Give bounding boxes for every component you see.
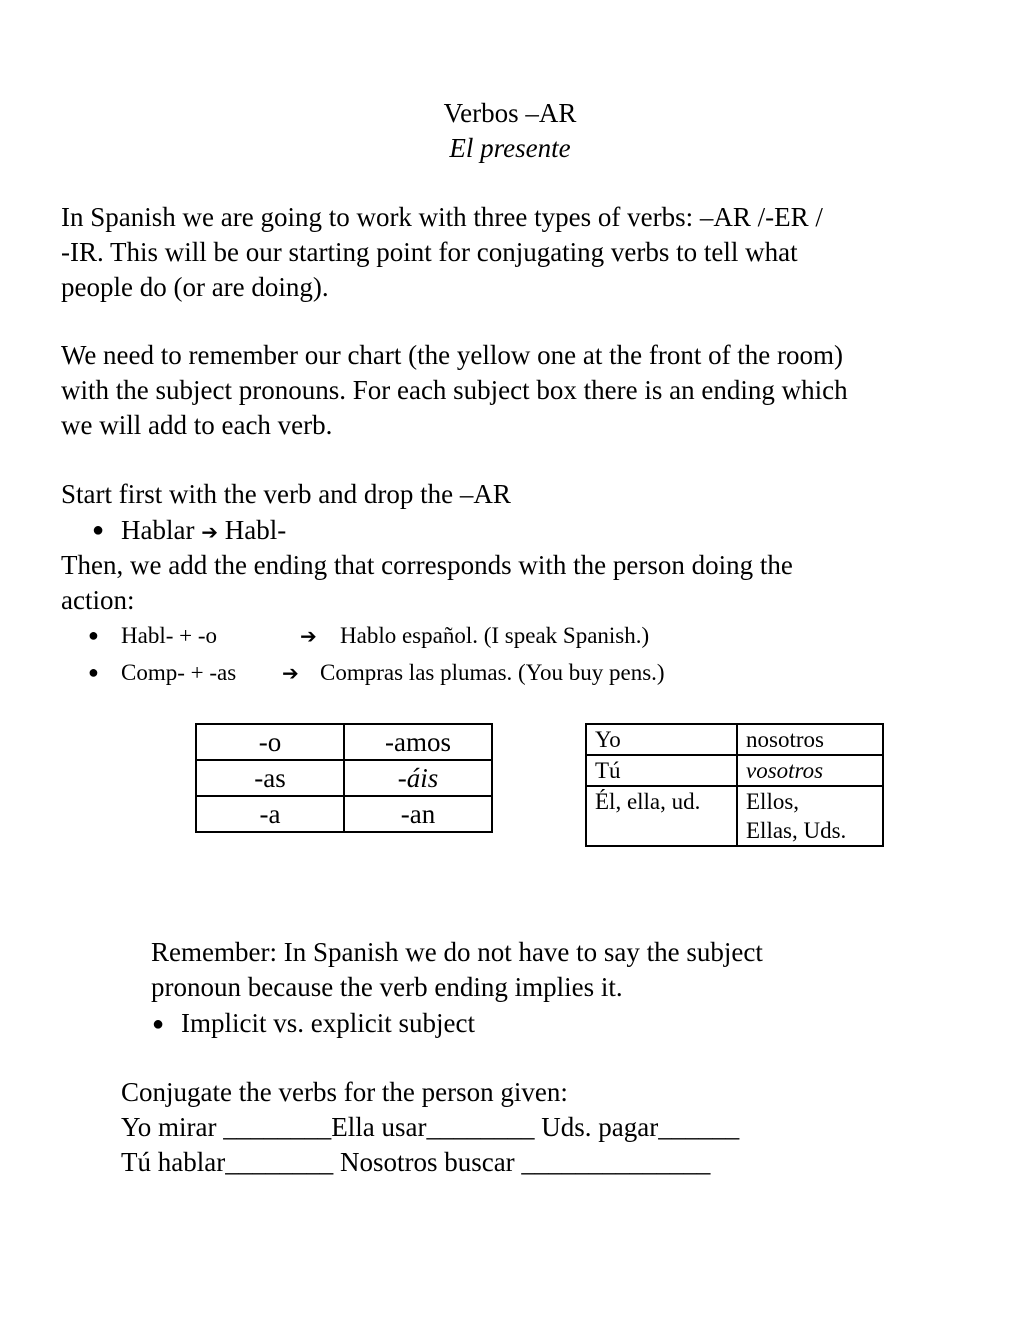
table-row	[586, 755, 883, 786]
bullet-dot-icon: ●	[152, 1013, 165, 1035]
drop-to: Habl-	[224, 515, 287, 545]
example-2-formula: Comp- + -as	[121, 660, 237, 685]
ending-yo: -o	[196, 724, 344, 760]
right-arrow-icon: ➔	[201, 520, 218, 544]
example-1-result: Hablo español. (I speak Spanish.)	[340, 623, 650, 648]
pronoun-ellos-line-1: Ellos,	[746, 789, 800, 814]
drop-from: Hablar	[121, 515, 195, 545]
right-arrow-icon: ➔	[300, 624, 317, 648]
pronoun-el: Él, ella, ud.	[586, 786, 737, 846]
pronoun-tu: Tú	[586, 755, 737, 786]
ending-nosotros: -amos	[344, 724, 492, 760]
bullet-dot-icon: ●	[88, 662, 99, 682]
chart-line-2: with the subject pronouns. For each subject box there is an ending which	[61, 375, 848, 405]
pronoun-yo: Yo	[586, 724, 737, 755]
remember-line-2: pronoun because the verb ending implies it.	[151, 972, 623, 1002]
table-row	[196, 760, 492, 796]
page-title: Verbos –AR	[443, 98, 577, 128]
table-row	[196, 724, 492, 760]
table-row	[196, 796, 492, 832]
then-line-1: Then, we add the ending that corresponds with the person doing the	[61, 550, 793, 580]
exercise-prompt: Conjugate the verbs for the person given:	[121, 1077, 568, 1107]
example-2-result: Compras las plumas. (You buy pens.)	[320, 660, 665, 685]
ending-tu: -as	[196, 760, 344, 796]
table-row	[586, 786, 883, 846]
bullet-dot-icon: ●	[88, 625, 99, 645]
intro-line-3: people do (or are doing).	[61, 272, 329, 302]
pronoun-ellos-line-2: Ellas, Uds.	[746, 818, 847, 843]
then-line-2: action:	[61, 585, 135, 615]
ending-vosotros: -áis	[344, 760, 492, 796]
table-row	[586, 724, 883, 755]
remember-line-1: Remember: In Spanish we do not have to say the subject	[151, 937, 763, 967]
exercise-line-1: Yo mirar ________Ella usar________ Uds. pagar______	[121, 1112, 740, 1142]
pronoun-ellos	[737, 786, 883, 846]
intro-line-2: -IR. This will be our starting point for conjugating verbs to tell what	[61, 237, 798, 267]
pronoun-nosotros: nosotros	[737, 724, 883, 755]
example-1-formula: Habl- + -o	[121, 623, 217, 648]
bullet-dot-icon: ●	[92, 519, 105, 541]
intro-line-1: In Spanish we are going to work with three types of verbs: –AR /-ER /	[61, 202, 823, 232]
drop-example	[121, 513, 286, 550]
pronouns-table	[585, 723, 884, 847]
endings-table	[195, 723, 493, 833]
remember-bullet: Implicit vs. explicit subject	[181, 1008, 475, 1038]
page-subtitle: El presente	[449, 133, 571, 163]
ending-el: -a	[196, 796, 344, 832]
pronoun-vosotros: vosotros	[737, 755, 883, 786]
step-start: Start first with the verb and drop the –AR	[61, 479, 511, 509]
chart-line-1: We need to remember our chart (the yellow one at the front of the room)	[61, 340, 844, 370]
right-arrow-icon: ➔	[282, 661, 299, 685]
ending-ellos: -an	[344, 796, 492, 832]
exercise-line-2: Tú hablar________ Nosotros buscar ______________	[121, 1147, 711, 1177]
chart-line-3: we will add to each verb.	[61, 410, 333, 440]
